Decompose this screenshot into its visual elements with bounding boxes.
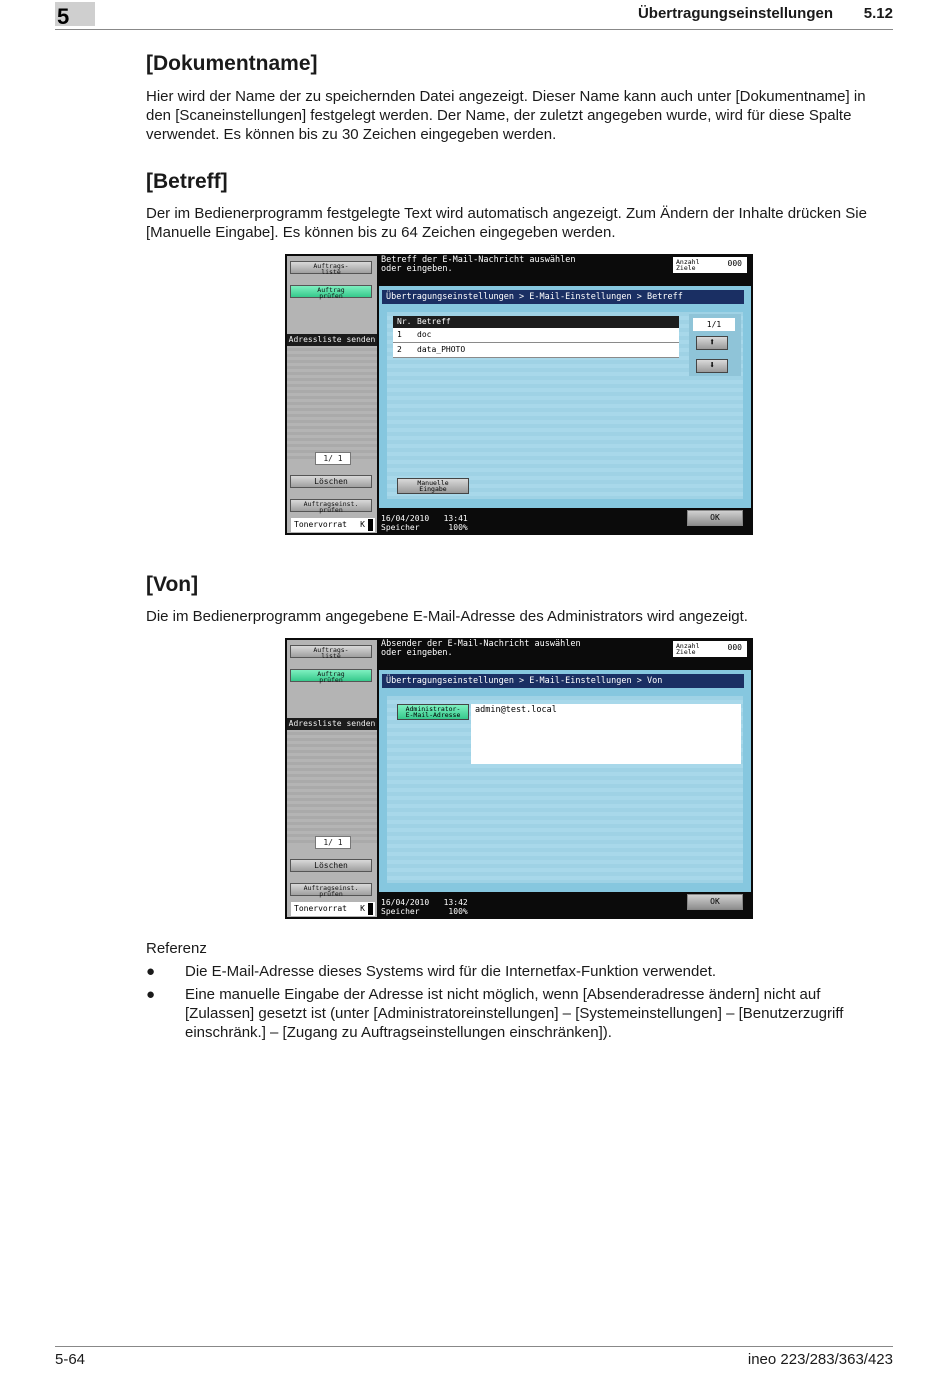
toner-indicator: Tonervorrat K xyxy=(291,518,375,532)
text-line: Der im Bedienerprogramm festgelegte Text wird automatisch angezeigt. Zum Ändern der Inhalte drücken Sie xyxy=(146,205,867,222)
toner-k-label: K xyxy=(360,520,365,529)
paragraph-betreff xyxy=(146,204,896,242)
job-list-button[interactable]: Auftrags- liste xyxy=(290,261,372,274)
text-line: Die E-Mail-Adresse dieses Systems wird für die Internetfax-Funktion verwendet. xyxy=(185,963,717,980)
breadcrumb: Übertragungseinstellungen > E-Mail-Einstellungen > Von xyxy=(382,674,744,688)
heading-von: [Von] xyxy=(146,573,199,596)
check-settings-button[interactable]: Auftragseinst. prüfen xyxy=(290,883,372,896)
sender-address-field: admin@test.local xyxy=(471,704,741,764)
status-footer xyxy=(381,898,468,916)
bullet-icon: ● xyxy=(146,986,156,1003)
destination-count: Anzahl Ziele 000 xyxy=(673,641,747,657)
arrow-up-icon[interactable]: ⬆ xyxy=(696,336,728,350)
toner-k-label: K xyxy=(360,904,365,913)
ok-button[interactable]: OK xyxy=(687,894,743,910)
list-page-indicator: 1/1 xyxy=(693,318,735,331)
address-list-label: Adressliste senden xyxy=(288,335,376,344)
table-row[interactable]: 1 doc xyxy=(393,328,679,343)
text-line: einschränk.] – [Zugang zu Auftragseinstellungen einschränken]). xyxy=(185,1024,612,1041)
status-footer xyxy=(381,514,468,532)
model-name: ineo 223/283/363/423 xyxy=(747,1351,893,1368)
admin-email-button[interactable]: Administrator- E-Mail-Adresse xyxy=(397,704,469,720)
main-area xyxy=(379,670,751,892)
text-line: Die im Bedienerprogramm angegebene E-Mail-Adresse des Administrators wird angezeigt. xyxy=(146,608,748,625)
destination-count-value: 000 xyxy=(727,643,742,652)
text-line: [Zulassen] gesetzt ist (unter [Administratoreinstellungen] – [Systemeinstellungen] – [Benutzerzugriff xyxy=(185,1005,844,1022)
paragraph-von xyxy=(146,607,896,626)
breadcrumb: Übertragungseinstellungen > E-Mail-Einstellungen > Betreff xyxy=(382,290,744,304)
text-line: den [Scaneinstellungen] festgelegt werden. Der Name, der zuletzt angegeben wurde, wird für diese Spalte xyxy=(146,107,852,124)
toner-indicator: Tonervorrat K xyxy=(291,902,375,916)
screenshot-betreff-panel xyxy=(285,254,753,535)
table-header: Nr. Betreff xyxy=(393,316,679,328)
content-area xyxy=(387,312,743,499)
list-navigation xyxy=(689,314,741,376)
delete-button[interactable]: Löschen xyxy=(290,859,372,872)
header-title: Übertragungseinstellungen xyxy=(637,5,833,22)
chapter-number: 5 xyxy=(57,4,70,29)
heading-betreff: [Betreff] xyxy=(146,170,228,193)
header-divider xyxy=(55,29,893,30)
reference-label: Referenz xyxy=(146,940,207,957)
destination-count: Anzahl Ziele 000 xyxy=(673,257,747,273)
page-number: 5-64 xyxy=(55,1351,86,1368)
text-line: [Manuelle Eingabe]. Es können bis zu 64 Zeichen eingegeben werden. xyxy=(146,224,616,241)
paragraph-dokumentname xyxy=(146,87,896,144)
header-section-number: 5.12 xyxy=(863,5,893,22)
bullet-icon: ● xyxy=(146,963,156,980)
table-row[interactable]: 2 data_PHOTO xyxy=(393,343,679,358)
arrow-down-icon[interactable]: ⬇ xyxy=(696,359,728,373)
text-line: Eine manuelle Eingabe der Adresse ist nicht möglich, wenn [Absenderadresse ändern] nicht auf xyxy=(185,986,821,1003)
manual-input-button[interactable]: Manuelle Eingabe xyxy=(397,478,469,494)
address-list-label: Adressliste senden xyxy=(288,719,376,728)
screenshot-von-panel xyxy=(285,638,753,919)
check-job-button[interactable]: Auftrag prüfen xyxy=(290,285,372,298)
ok-button[interactable]: OK xyxy=(687,510,743,526)
text-line: verwendet. Es können bis zu 30 Zeichen eingegeben werden. xyxy=(146,126,557,143)
check-settings-button[interactable]: Auftragseinst. prüfen xyxy=(290,499,372,512)
heading-dokumentname: [Dokumentname] xyxy=(146,52,318,75)
subject-table xyxy=(393,316,679,358)
instruction-message: Betreff der E-Mail-Nachricht auswählen oder eingeben. xyxy=(381,255,576,274)
instruction-message: Absender der E-Mail-Nachricht auswählen oder eingeben. xyxy=(381,639,581,658)
footer-divider xyxy=(55,1346,893,1347)
text-line: Hier wird der Name der zu speichernden Datei angezeigt. Dieser Name kann auch unter [Dokumentname] in xyxy=(146,88,866,105)
memory-status: Speicher 100% xyxy=(381,907,468,916)
check-job-button[interactable]: Auftrag prüfen xyxy=(290,669,372,682)
job-list-button[interactable]: Auftrags- liste xyxy=(290,645,372,658)
toner-level-bar xyxy=(368,903,373,915)
main-area xyxy=(379,286,751,508)
page-indicator: 1/ 1 xyxy=(315,836,351,849)
destination-count-value: 000 xyxy=(727,259,742,268)
left-column xyxy=(287,640,377,917)
content-area xyxy=(387,696,743,883)
left-column xyxy=(287,256,377,533)
memory-status: Speicher 100% xyxy=(381,523,468,532)
datetime: 16/04/2010 13:42 xyxy=(381,898,468,907)
delete-button[interactable]: Löschen xyxy=(290,475,372,488)
datetime: 16/04/2010 13:41 xyxy=(381,514,468,523)
page-indicator: 1/ 1 xyxy=(315,452,351,465)
toner-level-bar xyxy=(368,519,373,531)
